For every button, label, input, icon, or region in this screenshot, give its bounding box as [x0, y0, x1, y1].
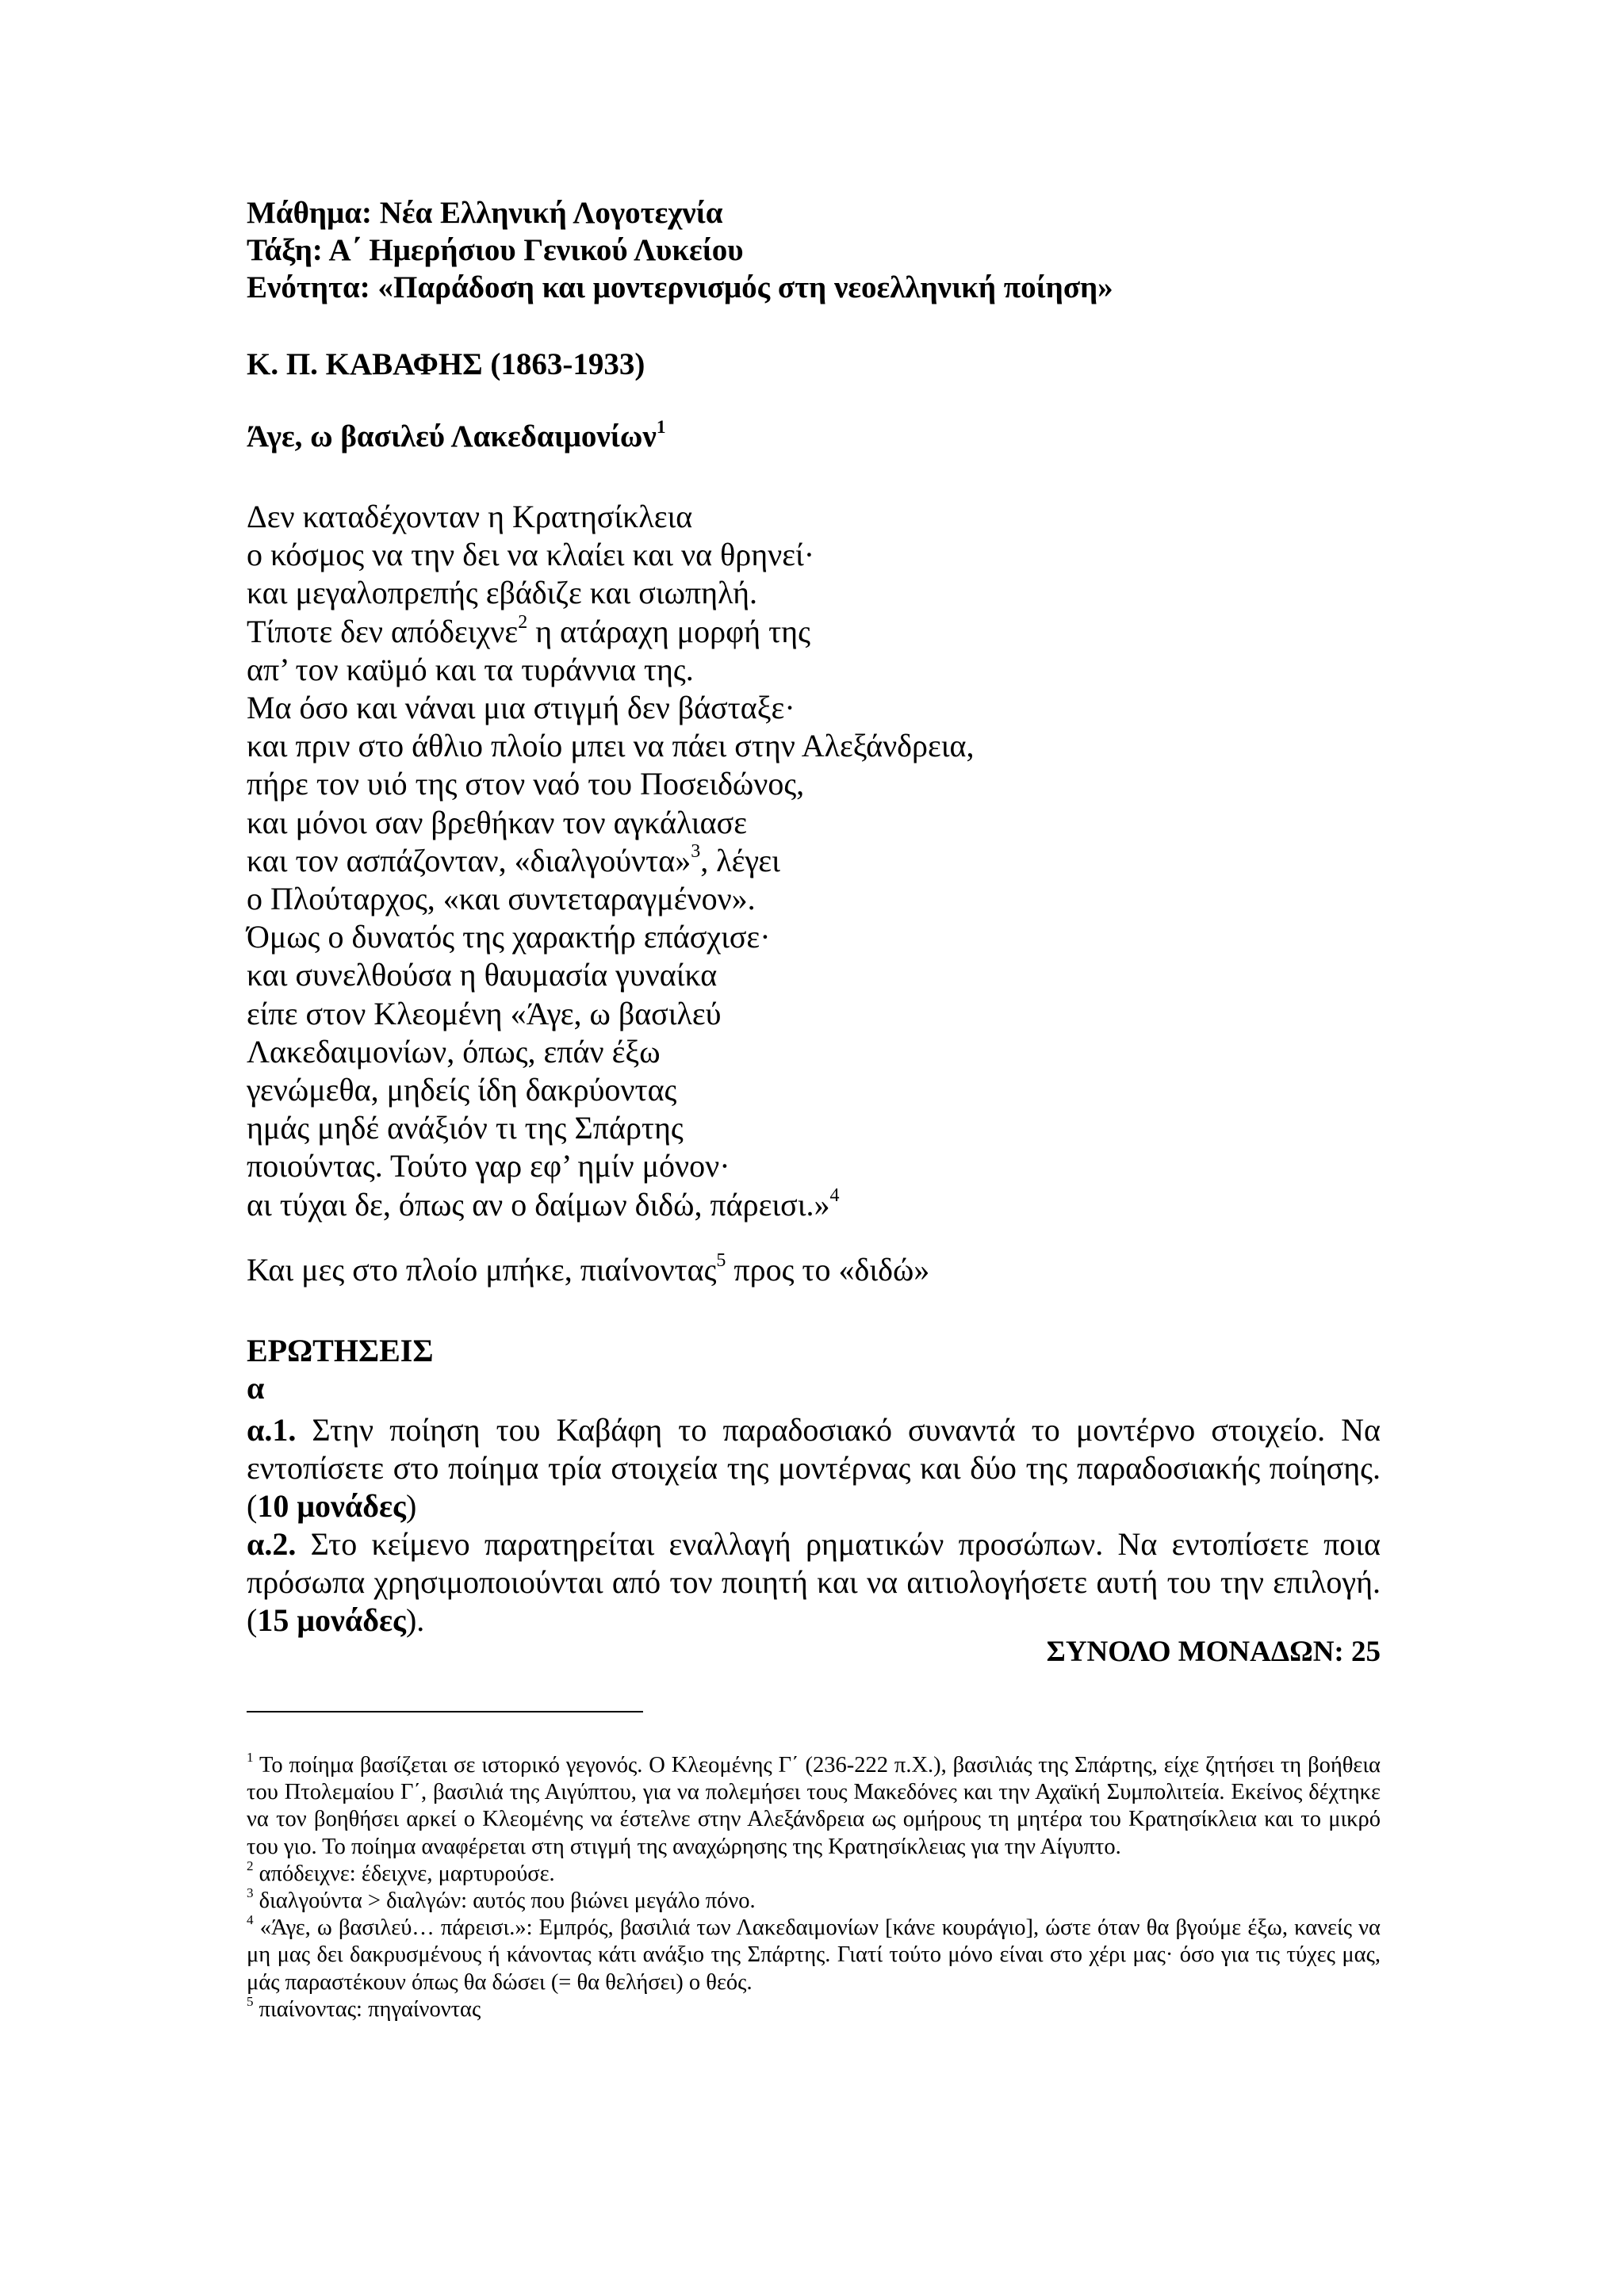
poem-line-text: Τίποτε δεν απόδειχνε	[247, 613, 519, 649]
footnote-text: Το ποίημα βασίζεται σε ιστορικό γεγονός. Ο Κλεομένης Γ΄ (236-222 π.Χ.), βασιλιάς της Σπάρτης, είχε ζητήσει τη βοήθεια του Πτολεμαίου Γ΄, βασιλιά της Αιγύπτου, για να πολεμήσει τους Μακεδόνες και την Αχαϊκή Συμπολιτεία. Εκείνος δέχτηκε να τον βοηθήσει αρκεί ο Κλεομένης να έστελνε στην Αλεξάνδρεια ως ομήρους τη μητέρα του Κρατησίκλεια και το μικρό του γιο. Το ποίημα αναφέρεται στη στιγμή της αναχώρησης της Κρατησίκλειας για την Αίγυπτο.	[247, 1753, 1381, 1859]
footnote-4	[247, 1912, 1381, 1996]
footnote-ref-1: 1	[656, 416, 666, 438]
footnote-2	[247, 1858, 1381, 1888]
footnote-text: απόδειχνε: έδειχνε, μαρτυρούσε.	[253, 1861, 555, 1886]
poem-line: και μόνοι σαν βρεθήκαν τον αγκάλιασε	[247, 804, 747, 840]
questions-title: ΕΡΩΤΗΣΕΙΣ	[247, 1333, 434, 1368]
poem-line: γενώμεθα, μηδείς ίδη δακρύοντας	[247, 1072, 677, 1108]
questions-body	[247, 1411, 1381, 1640]
poem-line: απ’ τον καϋμό και τα τυράννια της.	[247, 651, 694, 687]
footnote-number: 1	[247, 1749, 254, 1765]
class-line: Τάξη: Α΄ Ημερήσιου Γενικού Λυκείου	[247, 233, 744, 267]
footnote-number: 2	[247, 1858, 254, 1873]
total-points: ΣΥΝΟΛΟ ΜΟΝΑΔΩΝ: 25	[1046, 1636, 1381, 1668]
poem-body	[247, 498, 1381, 1224]
question-group-label: α	[247, 1370, 265, 1406]
poem-line: Δεν καταδέχονταν η Κρατησίκλεια	[247, 499, 693, 534]
footnote-3	[247, 1885, 1381, 1915]
poem-line: ο Πλούταρχος, «και συντεταραγμένον».	[247, 881, 756, 917]
poem-title-text: Άγε, ω βασιλεύ Λακεδαιμονίων	[247, 419, 657, 453]
poem-line: ημάς μηδέ ανάξιόν τι της Σπάρτης	[247, 1110, 684, 1146]
question-1-points: 10 μονάδες	[257, 1488, 406, 1524]
poem-line: πήρε τον υιό της στον ναό του Ποσειδώνος,	[247, 766, 805, 802]
poem-line: και πριν στο άθλιο πλοίο μπει να πάει στην Αλεξάνδρεια,	[247, 728, 975, 764]
footnote-number: 4	[247, 1912, 254, 1928]
poet-heading: Κ. Π. ΚΑΒΑΦΗΣ (1863-1933)	[247, 347, 645, 381]
question-2-label: α.2.	[247, 1526, 297, 1562]
poem-line-text: , λέγει	[700, 842, 780, 878]
poem-line	[247, 842, 1381, 880]
poem-line: Όμως ο δυνατός της χαρακτήρ επάσχισε·	[247, 919, 771, 955]
question-1-text: Στην ποίηση του Καβάφη το παραδοσιακό συναντά το μοντέρνο στοιχείο. Να εντοπίσετε στο ποίημα τρία στοιχεία της μοντέρνας και δύο της παραδοσιακής ποίησης. (	[247, 1412, 1381, 1524]
poem-line	[247, 613, 1381, 651]
footnote-ref-2: 2	[518, 611, 528, 633]
footnote-number: 5	[247, 1993, 254, 2009]
poem-line	[247, 1186, 1381, 1224]
footnote-ref-3: 3	[691, 840, 701, 862]
poem-line: είπε στον Κλεομένη «Άγε, ω βασιλεύ	[247, 995, 722, 1031]
unit-line: Ενότητα: «Παράδοση και μοντερνισμός στη νεοελληνική ποίηση»	[247, 270, 1113, 304]
footnote-number: 3	[247, 1885, 254, 1900]
footnote-separator	[247, 1711, 643, 1712]
poem-last-line	[247, 1251, 1381, 1288]
poem-line: και μεγαλοπρεπής εβάδιζε και σιωπηλή.	[247, 575, 758, 611]
poem-line-text: προς το «διδώ»	[726, 1252, 930, 1288]
footnote-text: διαλγούντα > διαλγών: αυτός που βιώνει μεγάλο πόνο.	[253, 1888, 756, 1914]
poem-line-text: αι τύχαι δε, όπως αν ο δαίμων διδώ, πάρεισι.»	[247, 1186, 830, 1223]
question-2	[247, 1525, 1381, 1640]
question-2-text: Στο κείμενο παρατηρείται εναλλαγή ρηματικών προσώπων. Να εντοπίσετε ποια πρόσωπα χρησιμοποιούνται από τον ποιητή και να αιτιολογήσετε αυτή του την επιλογή. (	[247, 1526, 1381, 1638]
subject-line: Μάθημα: Νέα Ελληνική Λογοτεχνία	[247, 196, 723, 230]
footnote-ref-5: 5	[716, 1250, 726, 1272]
question-1-label: α.1.	[247, 1412, 297, 1448]
poem-line-text: η ατάραχη μορφή της	[527, 613, 810, 649]
poem-line-text: Και μες στο πλοίο μπήκε, πιαίνοντας	[247, 1252, 717, 1288]
footnote-1	[247, 1749, 1381, 1861]
poem-line: και συνελθούσα η θαυμασία γυναίκα	[247, 957, 718, 993]
questions-heading	[247, 1332, 1381, 1406]
footnote-text: πιαίνοντας: πηγαίνοντας	[253, 1996, 481, 2022]
poem-line-text: και τον ασπάζονταν, «διαλγούντα»	[247, 842, 691, 878]
document-header	[247, 194, 1381, 306]
question-1	[247, 1411, 1381, 1525]
poem-line: ποιούντας. Τούτο γαρ εφ’ ημίν μόνον·	[247, 1148, 730, 1184]
footnote-text: «Άγε, ω βασιλεύ… πάρεισι.»: Εμπρός, βασιλιά των Λακεδαιμονίων [κάνε κουράγιο], ώστε όταν θα βγούμε έξω, κανείς να μη μας δει δακρυσμένους ή κάνοντας κάτι ανάξιο της Σπάρτης. Γιατί τούτο μόνο είναι στο χέρι μας· όσο για τις τύχες μας, μάς παραστέκουν όπως θα δώσει (= θα θελήσει) ο θεός.	[247, 1915, 1381, 1995]
footnote-ref-4: 4	[829, 1184, 840, 1206]
question-1-end: )	[405, 1488, 417, 1524]
question-2-points: 15 μονάδες	[257, 1602, 406, 1638]
poem-line: ο κόσμος να την δει να κλαίει και να θρηνεί·	[247, 537, 815, 573]
footnote-5	[247, 1993, 1381, 2023]
poem-line: Λακεδαιμονίων, όπως, επάν έξω	[247, 1033, 661, 1070]
question-2-end: ).	[405, 1602, 425, 1638]
poem-line: Μα όσο και νάναι μια στιγμή δεν βάσταξε·	[247, 690, 795, 726]
poem-title	[247, 416, 1381, 454]
footnotes	[247, 1749, 1381, 2023]
